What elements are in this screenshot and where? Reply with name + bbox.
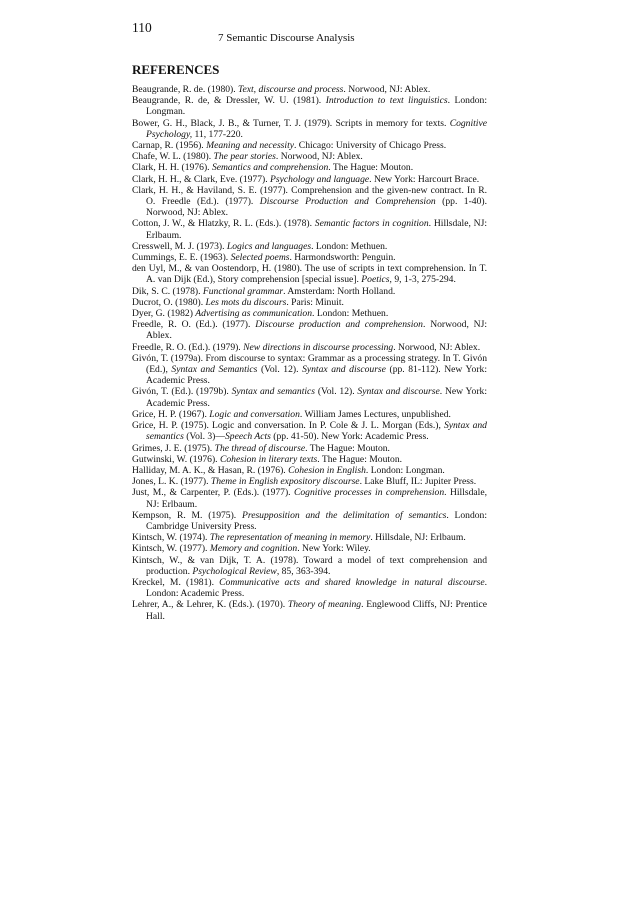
reference-entry bbox=[132, 95, 487, 117]
reference-text: . The Hague: Mouton. bbox=[328, 162, 414, 174]
reference-text: Beaugrande, R. de, & Dressler, W. U. (1981). bbox=[132, 95, 326, 107]
reference-text: Clark, H. H., & Clark, Eve. (1977). bbox=[132, 173, 271, 185]
reference-text: Givón, T. (Ed.). (1979b). bbox=[132, 386, 232, 398]
reference-text: . London: Longman. bbox=[365, 464, 445, 476]
reference-title: Meaning and necessity bbox=[206, 140, 294, 152]
reference-text: Beaugrande, R. de. (1980). bbox=[132, 84, 239, 95]
reference-title: Logic and conversation bbox=[209, 408, 300, 420]
reference-entry bbox=[132, 487, 487, 509]
running-head: 7 Semantic Discourse Analysis bbox=[218, 32, 355, 44]
reference-text: . Hillsdale, NJ: Erlbaum. bbox=[146, 218, 487, 241]
reference-text: Cummings, E. E. (1963). bbox=[132, 252, 231, 264]
reference-text: . Hillsdale, NJ: Erlbaum. bbox=[146, 487, 487, 510]
reference-title: Speech Acts bbox=[224, 431, 271, 443]
section-title: REFERENCES bbox=[132, 62, 220, 77]
reference-entry bbox=[132, 420, 487, 442]
reference-entry bbox=[132, 555, 487, 577]
reference-title: Psychological Review bbox=[192, 565, 277, 577]
reference-title: The pear stories bbox=[213, 151, 276, 163]
reference-entry bbox=[132, 174, 487, 185]
reference-entry bbox=[132, 241, 487, 252]
reference-text: Kintsch, W., & van Dijk, T. A. (1978). Toward a model of text comprehension and production. bbox=[132, 554, 487, 577]
reference-title: Syntax and discourse bbox=[357, 386, 440, 398]
reference-entry bbox=[132, 454, 487, 465]
reference-entry bbox=[132, 510, 487, 532]
reference-text: den Uyl, M., & van Oostendorp, H. (1980). The use of scripts in text comprehension. In T. A. van Dijk (Ed.), Story comprehension [special issue]. bbox=[132, 263, 487, 286]
reference-text: . Lake Bluff, IL: Jupiter Press. bbox=[359, 476, 477, 488]
reference-entry bbox=[132, 353, 487, 387]
reference-text: . London: Longman. bbox=[146, 95, 487, 118]
reference-text: . Norwood, NJ: Ablex. bbox=[275, 151, 363, 163]
reference-text: . New York: Academic Press. bbox=[146, 386, 487, 409]
reference-text: . Hillsdale, NJ: Erlbaum. bbox=[370, 532, 466, 544]
reference-text: . New York: Harcourt Brace. bbox=[369, 173, 480, 185]
reference-entry bbox=[132, 286, 487, 297]
reference-text: . London: Academic Press. bbox=[146, 576, 488, 600]
reference-text: (Vol. 12). bbox=[315, 386, 358, 398]
reference-entry bbox=[132, 297, 487, 308]
reference-title: Theme in English expository discourse bbox=[210, 476, 360, 488]
reference-entry bbox=[132, 476, 487, 487]
reference-text: (Vol. 12). bbox=[257, 364, 303, 376]
reference-text: Dyer, G. (1982) bbox=[132, 308, 196, 320]
reference-entry bbox=[132, 386, 487, 408]
reference-text: Chafe, W. L. (1980). bbox=[132, 151, 214, 163]
reference-text: 11, 177-220. bbox=[192, 128, 243, 140]
reference-text: . London: Methuen. bbox=[311, 240, 388, 252]
reference-text: Ducrot, O. (1980). bbox=[132, 296, 206, 308]
reference-entry bbox=[132, 252, 487, 263]
reference-text: . The Hague: Mouton. bbox=[305, 442, 390, 454]
reference-text: . Norwood, NJ: Ablex. bbox=[393, 341, 481, 353]
reference-text: Grimes, J. E. (1975). bbox=[132, 442, 215, 454]
reference-entry bbox=[132, 465, 487, 476]
page-number: 110 bbox=[132, 20, 152, 35]
reference-text: . Paris: Minuit. bbox=[286, 296, 344, 308]
reference-text: Just, M., & Carpenter, P. (Eds.). (1977). bbox=[132, 487, 294, 499]
reference-title: Theory of meaning bbox=[287, 599, 362, 611]
reference-entry bbox=[132, 218, 487, 240]
reference-title: The thread of discourse bbox=[214, 442, 306, 454]
reference-entry bbox=[132, 342, 487, 353]
reference-title: Communicative acts and shared knowledge in natural discourse bbox=[219, 576, 485, 588]
reference-entry bbox=[132, 443, 487, 454]
reference-title: The representation of meaning in memory bbox=[209, 532, 371, 544]
reference-text: Kintsch, W. (1974). bbox=[132, 532, 210, 544]
reference-title: Functional grammar bbox=[202, 285, 284, 297]
reference-entry bbox=[132, 599, 487, 621]
reference-title: Les mots du discours bbox=[205, 296, 287, 308]
reference-title: Semantic factors in cognition bbox=[314, 218, 429, 230]
reference-text: . The Hague: Mouton. bbox=[317, 453, 403, 465]
reference-title: Psychology and language bbox=[270, 173, 370, 185]
reference-title: Presupposition and the delimitation of semantics bbox=[241, 509, 447, 521]
reference-entry bbox=[132, 140, 487, 151]
reference-text: Halliday, M. A. K., & Hasan, R. (1976). bbox=[132, 464, 289, 476]
reference-text: Kintsch, W. (1977). bbox=[132, 543, 210, 555]
reference-entry bbox=[132, 118, 487, 140]
reference-entry bbox=[132, 151, 487, 162]
reference-text: Cresswell, M. J. (1973). bbox=[132, 240, 227, 252]
reference-title: Cognitive Psychology, bbox=[146, 117, 487, 140]
reference-text: . Chicago: University of Chicago Press. bbox=[294, 140, 447, 152]
reference-text: Clark, H. H. (1976). bbox=[132, 162, 212, 174]
reference-text: Givón, T. (1979a). From discourse to syntax: Grammar as a processing strategy. In T. Givón (Ed.), bbox=[132, 352, 487, 376]
reference-entry bbox=[132, 543, 487, 554]
reference-title: Semantics and comprehension bbox=[211, 162, 329, 174]
reference-text: . Norwood, NJ: Ablex. bbox=[343, 84, 431, 95]
reference-text: Kreckel, M. (1981). bbox=[132, 576, 220, 588]
reference-text: Freedle, R. O. (Ed.). (1977). bbox=[132, 319, 256, 331]
reference-entry bbox=[132, 185, 487, 219]
reference-text: Lehrer, A., & Lehrer, K. (Eds.). (1970). bbox=[132, 599, 288, 611]
reference-text: . Norwood, NJ: Ablex. bbox=[146, 319, 487, 342]
reference-entry bbox=[132, 308, 487, 319]
reference-text: . William James Lectures, unpublished. bbox=[299, 408, 451, 420]
reference-text: . London: Methuen. bbox=[312, 308, 389, 320]
reference-text: . London: Cambridge University Press. bbox=[146, 509, 488, 532]
reference-text: (Vol. 3)— bbox=[183, 431, 225, 443]
reference-entry bbox=[132, 263, 487, 285]
reference-text: Grice, H. P. (1967). bbox=[132, 408, 210, 420]
reference-text: Freedle, R. O. (Ed.). (1979). bbox=[132, 341, 244, 353]
reference-title: Discourse production and comprehension bbox=[255, 319, 423, 331]
reference-text: Cotton, J. W., & Hlatzky, R. L. (Eds.). (1978). bbox=[132, 218, 315, 230]
reference-text: Bower, G. H., Black, J. B., & Turner, T. J. (1979). Scripts in memory for texts. bbox=[132, 117, 450, 129]
reference-title: Syntax and semantics bbox=[231, 386, 316, 398]
reference-title: Syntax and discourse bbox=[302, 364, 386, 376]
reference-text: Carnap, R. (1956). bbox=[132, 140, 207, 152]
reference-title: Advertising as communication bbox=[195, 308, 313, 320]
reference-text: Kempson, R. M. (1975). bbox=[132, 509, 242, 521]
reference-text: , 85, 363-394. bbox=[276, 565, 331, 577]
reference-entry bbox=[132, 577, 487, 599]
reference-text: Grice, H. P. (1975). Logic and conversation. In P. Cole & J. L. Morgan (Eds.), bbox=[132, 420, 444, 432]
reference-entry bbox=[132, 84, 487, 95]
reference-entry bbox=[132, 532, 487, 543]
reference-title: Logics and languages bbox=[226, 240, 312, 252]
reference-list bbox=[132, 84, 487, 622]
reference-title: Syntax and semantics bbox=[146, 420, 487, 443]
reference-text: Jones, L. K. (1977). bbox=[132, 476, 211, 488]
reference-text: (pp. 1-40). Norwood, NJ: Ablex. bbox=[146, 196, 487, 219]
reference-text: (pp. 81-112). New York: Academic Press. bbox=[146, 364, 487, 387]
reference-text: . Amsterdam: North Holland. bbox=[283, 285, 396, 297]
reference-text: . New York: Wiley. bbox=[297, 543, 371, 555]
reference-text: . Englewood Cliffs, NJ: Prentice Hall. bbox=[146, 599, 487, 622]
reference-title: Cohesion in literary texts bbox=[219, 453, 318, 465]
reference-text: Clark, H. H., & Haviland, S. E. (1977). Comprehension and the given-new contract. In R. O. Freedle (Ed.). (1977). bbox=[132, 184, 487, 208]
reference-entry bbox=[132, 162, 487, 173]
reference-text: . Harmondsworth: Penguin. bbox=[289, 252, 396, 264]
reference-text: Gutwinski, W. (1976). bbox=[132, 453, 220, 465]
reference-text: Dik, S. C. (1978). bbox=[132, 285, 203, 297]
reference-title: Syntax and Semantics bbox=[171, 364, 258, 376]
reference-title: Selected poems bbox=[230, 252, 290, 264]
reference-entry bbox=[132, 409, 487, 420]
reference-title: Discourse Production and Comprehension bbox=[259, 196, 436, 208]
reference-title: Text, discourse and process bbox=[238, 84, 344, 95]
reference-title: Memory and cognition bbox=[209, 543, 298, 555]
reference-entry bbox=[132, 319, 487, 341]
reference-title: Cognitive processes in comprehension bbox=[293, 487, 445, 499]
reference-text: (pp. 41-50). New York: Academic Press. bbox=[270, 431, 429, 443]
reference-text: , 9, 1-3, 275-294. bbox=[389, 274, 456, 286]
reference-title: Cohesion in English bbox=[288, 464, 366, 476]
reference-title: Introduction to text linguistics bbox=[325, 95, 448, 107]
reference-title: New directions in discourse processing bbox=[243, 341, 394, 353]
reference-title: Poetics bbox=[361, 274, 390, 286]
